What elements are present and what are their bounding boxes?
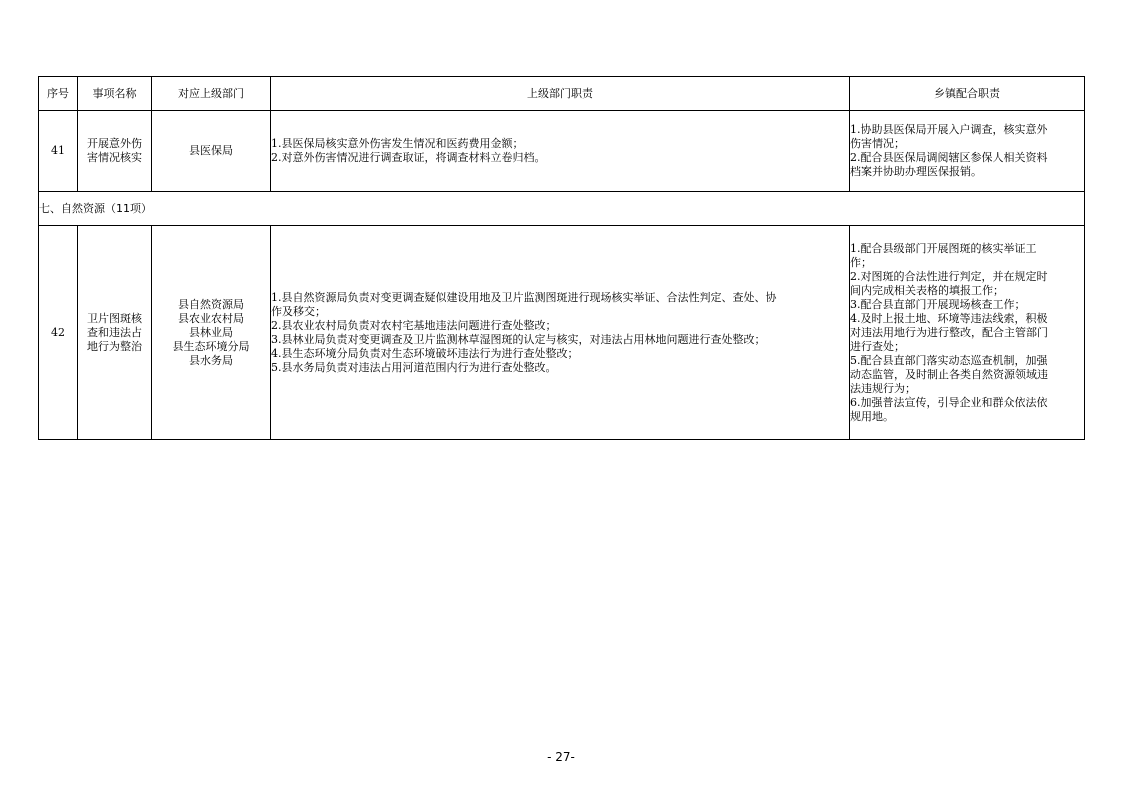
header-township-duty: 乡镇配合职责 (850, 77, 1085, 111)
row-42-item-name: 卫片图斑核 查和违法占 地行为整治 (78, 226, 152, 440)
header-item-name: 事项名称 (78, 77, 152, 111)
header-superior-duty: 上级部门职责 (271, 77, 850, 111)
duty-table (38, 76, 1085, 440)
row-41-township-duty: 1.协助县医保局开展入户调查，核实意外 伤害情况； 2.配合县医保局调阅辖区参保人相关资料 档案并协助办理医保报销。 (850, 111, 1085, 192)
header-seq: 序号 (39, 77, 78, 111)
row-41-superior-dept: 县医保局 (152, 111, 271, 192)
section-row (39, 192, 1085, 226)
row-42-superior-duty: 1.县自然资源局负责对变更调查疑似建设用地及卫片监测图斑进行现场核实举证、合法性判定、查处、协 作及移交； 2.县农业农村局负责对农村宅基地违法问题进行查处整改； 3.县林业局负责对变更调查及卫片监测林草湿图斑的认定与核实，对违法占用林地问题进行查处整改； 4.县生态环境分局负责对生态环境破坏违法行为进行查处整改； 5.县水务局负责对违法占用河道范围内行为进行查处整改。 (271, 226, 850, 440)
header-superior-dept: 对应上级部门 (152, 77, 271, 111)
table-header-row (39, 77, 1085, 111)
table-row (39, 226, 1085, 440)
row-42-township-duty: 1.配合县级部门开展图斑的核实举证工 作； 2.对图斑的合法性进行判定，并在规定时 间内完成相关表格的填报工作； 3.配合县直部门开展现场核查工作； 4.及时上报土地、环境等违法线索，积极 对违法用地行为进行整改，配合主管部门 进行查处； 5.配合县直部门落实动态巡查机制，加强 动态监管，及时制止各类自然资源领域违 法违规行为； 6.加强普法宣传，引导企业和群众依法依 规用地。 (850, 226, 1085, 440)
section-title: 七、自然资源（11项） (39, 192, 1085, 226)
row-42-superior-dept: 县自然资源局 县农业农村局 县林业局 县生态环境分局 县水务局 (152, 226, 271, 440)
page-number: - 27- (547, 750, 575, 764)
row-42-seq: 42 (39, 226, 78, 440)
table-row (39, 111, 1085, 192)
row-41-item-name: 开展意外伤 害情况核实 (78, 111, 152, 192)
row-41-superior-duty: 1.县医保局核实意外伤害发生情况和医药费用金额； 2.对意外伤害情况进行调查取证，将调查材料立卷归档。 (271, 111, 850, 192)
row-41-seq: 41 (39, 111, 78, 192)
